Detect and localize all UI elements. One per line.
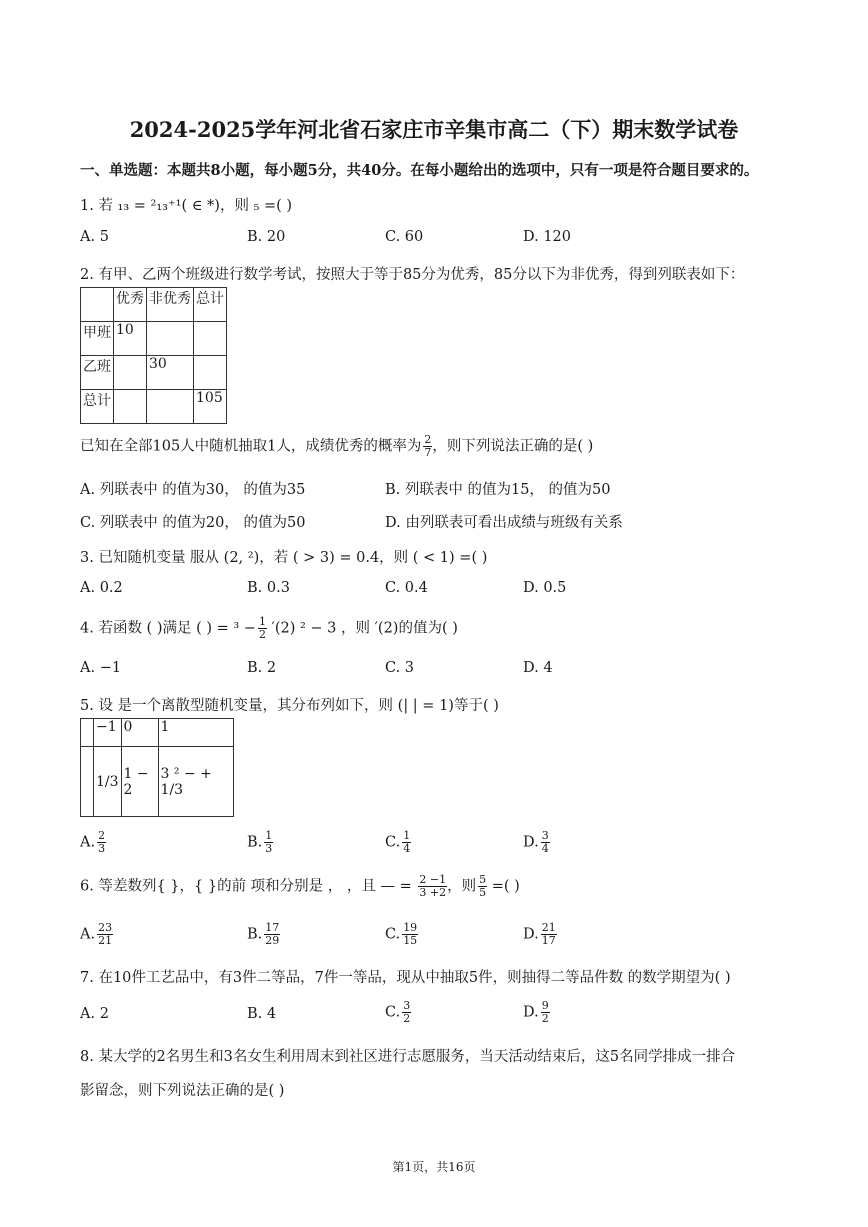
text: 6. 等差数列{ }，{ }的前 项和分别是 ， ，且 <box>80 878 376 895</box>
option-letter: D. <box>523 926 539 943</box>
fraction <box>264 922 280 947</box>
question-8-stem-line2: 影留念，则下列说法正确的是( ) <box>80 1083 285 1099</box>
fraction <box>402 922 418 947</box>
option-letter: B. <box>247 926 263 943</box>
question-6-stem <box>80 874 520 899</box>
option-letter: C. <box>385 834 401 851</box>
text: — = <box>375 878 417 895</box>
table-cell: 总计 <box>194 288 227 322</box>
page-footer: 第1页，共16页 <box>392 1160 476 1174</box>
text: =( ) <box>487 878 520 895</box>
q4-option-c: C. 3 <box>385 660 415 676</box>
table-cell: 1 <box>158 719 233 747</box>
q3-option-c: C. 0.4 <box>385 580 428 596</box>
q5-option-a <box>80 830 106 855</box>
option-letter: B. <box>247 834 263 851</box>
table-cell <box>147 322 194 356</box>
numerator: 3 <box>403 999 411 1012</box>
numerator: 3 <box>541 829 549 842</box>
page-title: 2024-2025学年河北省石家庄市辛集市高二（下）期末数学试卷 <box>129 117 739 142</box>
numerator: 1 <box>265 829 273 842</box>
q6-option-d <box>523 922 557 947</box>
option-letter: C. <box>385 1004 401 1021</box>
option-letter: C. <box>385 926 401 943</box>
table-cell: 105 <box>194 390 227 424</box>
numerator: 2 <box>424 433 432 446</box>
table-cell: 1/3 <box>94 747 122 817</box>
question-2-stem: 2. 有甲、乙两个班级进行数学考试，按照大于等于85分为优秀，85分以下为非优秀，得到列联表如下： <box>80 267 745 283</box>
q4-option-b: B. 2 <box>247 660 277 676</box>
q2-option-d: D. 由列联表可看出成绩与班级有关系 <box>385 515 623 531</box>
q7-option-b: B. 4 <box>247 1006 277 1022</box>
table-cell: 30 <box>147 356 194 390</box>
q2-option-a: A. 列联表中 的值为30， 的值为35 <box>80 482 306 498</box>
option-letter: D. <box>523 1004 539 1021</box>
q3-option-d: D. 0.5 <box>523 580 567 596</box>
option-letter: D. <box>523 834 539 851</box>
table-cell <box>81 719 94 747</box>
q3-option-a: A. 0.2 <box>80 580 123 596</box>
denominator: 4 <box>541 842 549 855</box>
numerator: 5 <box>479 873 487 886</box>
table-cell <box>194 322 227 356</box>
q7-option-a: A. 2 <box>80 1006 109 1022</box>
contingency-table <box>80 287 227 424</box>
fraction <box>402 830 411 855</box>
q7-option-c <box>385 1000 411 1025</box>
q1-option-a: A. 5 <box>80 229 109 245</box>
q1-option-b: B. 20 <box>247 229 286 245</box>
table-cell: 非优秀 <box>147 288 194 322</box>
q6-option-b <box>247 922 280 947</box>
numerator: 19 <box>403 921 418 934</box>
table-cell <box>114 356 147 390</box>
numerator: 2 −1 <box>419 873 447 886</box>
table-cell: 3 ² − + 1/3 <box>158 747 233 817</box>
denominator: 7 <box>424 446 432 459</box>
table-cell: 10 <box>114 322 147 356</box>
table-cell: 甲班 <box>81 322 114 356</box>
numerator: 21 <box>541 921 556 934</box>
distribution-table <box>80 718 234 817</box>
fraction <box>541 830 550 855</box>
fraction <box>541 922 557 947</box>
q3-option-b: B. 0.3 <box>247 580 290 596</box>
text: ，则下列说法正确的是( ) <box>432 438 594 455</box>
fraction <box>418 874 447 899</box>
q5-option-d <box>523 830 550 855</box>
table-cell <box>81 747 94 817</box>
denominator: 17 <box>541 934 556 947</box>
denominator: 3 +2 <box>419 886 447 899</box>
table-cell <box>81 288 114 322</box>
q2-option-b: B. 列联表中 的值为15， 的值为50 <box>385 482 611 498</box>
question-4-stem <box>80 616 458 641</box>
table-cell: 0 <box>121 719 158 747</box>
q2-option-c: C. 列联表中 的值为20， 的值为50 <box>80 515 306 531</box>
q5-option-b <box>247 830 273 855</box>
fraction <box>541 1000 550 1025</box>
numerator: 23 <box>98 921 113 934</box>
table-cell: 总计 <box>81 390 114 424</box>
numerator: 17 <box>265 921 280 934</box>
numerator: 1 <box>403 829 411 842</box>
q7-option-d <box>523 1000 550 1025</box>
q6-option-a <box>80 922 113 947</box>
fraction <box>258 616 267 641</box>
question-1-stem: 1. 若 ₁₃ = ²₁₃⁺¹( ∈ *)，则 ₅ =( ) <box>80 198 293 214</box>
section-heading: 一、单选题：本题共8小题，每小题5分，共40分。在每小题给出的选项中，只有一项是符合题目要求的。 <box>80 162 759 179</box>
text: ′(2) ² − 3 ，则 ′(2)的值为( ) <box>266 620 458 637</box>
denominator: 2 <box>541 1012 549 1025</box>
denominator: 29 <box>265 934 280 947</box>
q4-option-a: A. −1 <box>80 660 122 676</box>
q4-option-d: D. 4 <box>523 660 553 676</box>
question-8-stem-line1: 8. 某大学的2名男生和3名女生利用周末到社区进行志愿服务，当天活动结束后，这5名同学排成一排合 <box>80 1049 736 1065</box>
fraction <box>97 922 113 947</box>
q6-option-c <box>385 922 418 947</box>
denominator: 21 <box>98 934 113 947</box>
q5-option-c <box>385 830 411 855</box>
denominator: 3 <box>265 842 273 855</box>
denominator: 3 <box>98 842 106 855</box>
option-letter: A. <box>80 834 96 851</box>
text: 已知在全部105人中随机抽取1人，成绩优秀的概率为 <box>80 438 422 455</box>
fraction <box>97 830 106 855</box>
denominator: 2 <box>403 1012 411 1025</box>
numerator: 9 <box>541 999 549 1012</box>
text: ，则 <box>447 878 477 895</box>
table-cell <box>194 356 227 390</box>
question-7-stem: 7. 在10件工艺品中，有3件二等品，7件一等品，现从中抽取5件，则抽得二等品件数 的数学期望为( ) <box>80 970 731 986</box>
denominator: 2 <box>258 628 266 641</box>
fraction <box>478 874 487 899</box>
option-letter: A. <box>80 926 96 943</box>
question-3-stem: 3. 已知随机变量 服从 (2, ²)，若 ( > 3) = 0.4，则 ( < 1) =( ) <box>80 550 488 566</box>
table-cell <box>114 390 147 424</box>
table-cell: 1 − 2 <box>121 747 158 817</box>
question-2-condition <box>80 434 593 459</box>
table-cell: −1 <box>94 719 122 747</box>
table-cell: 优秀 <box>114 288 147 322</box>
numerator: 2 <box>98 829 106 842</box>
numerator: 1 <box>258 615 266 628</box>
question-5-stem: 5. 设 是一个离散型随机变量，其分布列如下，则 (| | = 1)等于( ) <box>80 698 499 714</box>
q1-option-d: D. 120 <box>523 229 572 245</box>
q1-option-c: C. 60 <box>385 229 424 245</box>
table-cell: 乙班 <box>81 356 114 390</box>
table-cell <box>147 390 194 424</box>
denominator: 4 <box>403 842 411 855</box>
denominator: 5 <box>479 886 487 899</box>
text: 4. 若函数 ( )满足 ( ) = ³ − <box>80 620 256 637</box>
denominator: 15 <box>403 934 418 947</box>
fraction <box>264 830 273 855</box>
fraction <box>402 1000 411 1025</box>
